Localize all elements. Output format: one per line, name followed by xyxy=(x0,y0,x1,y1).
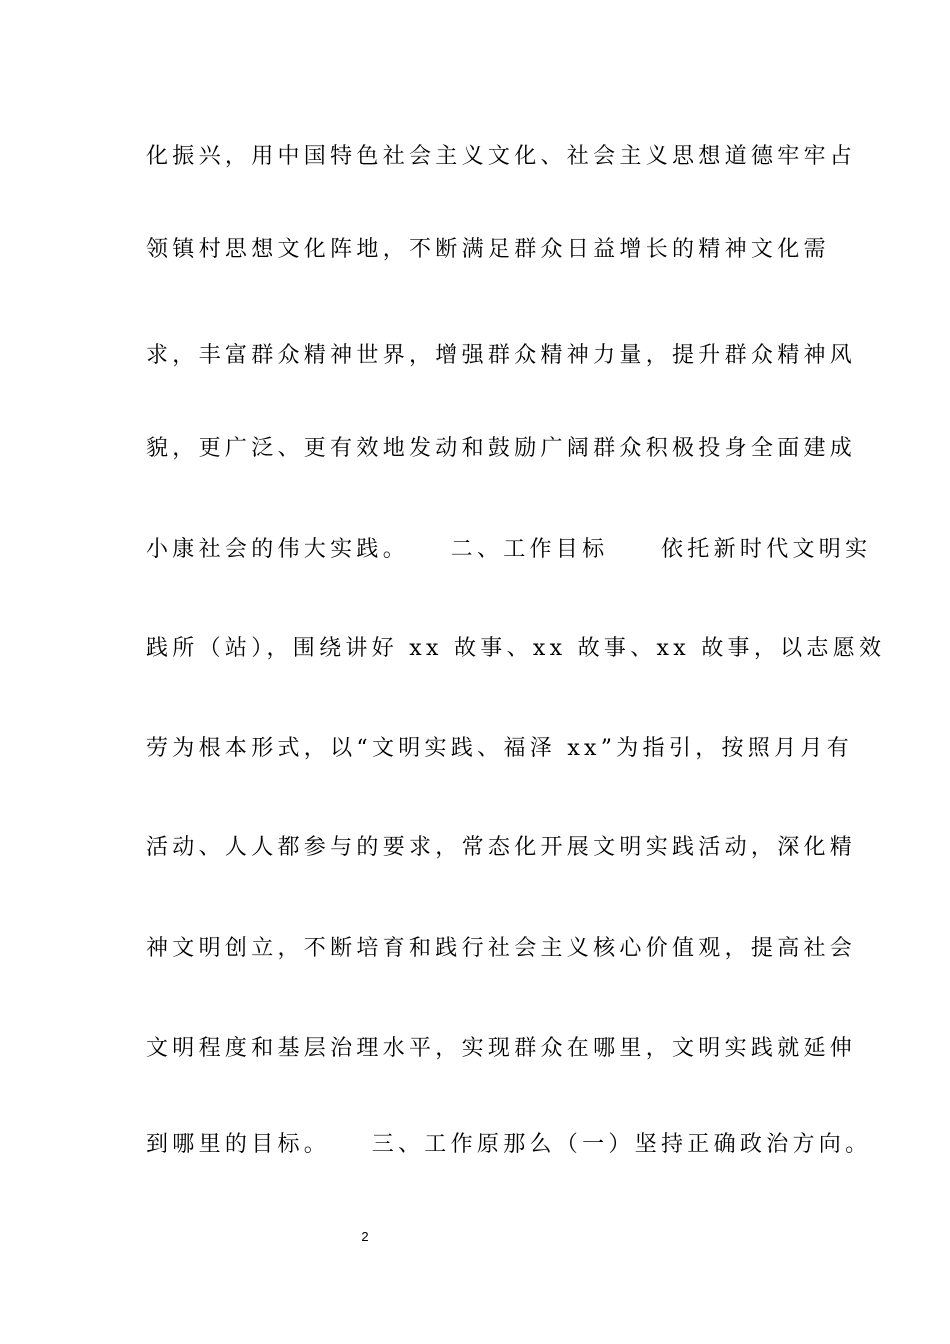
body-text-line: 领镇村思想文化阵地，不断满足群众日益增长的精神文化需 xyxy=(146,237,830,262)
body-text-line: 小康社会的伟大实践。 二、工作目标 依托新时代文明实 xyxy=(146,537,872,562)
body-text-line: 到哪里的目标。 三、工作原那么（一）坚持正确政治方向。 xyxy=(146,1132,872,1157)
body-text-line: 文明程度和基层治理水平，实现群众在哪里，文明实践就延伸 xyxy=(146,1036,857,1061)
body-text-line: 劳为根本形式，以“文明实践、福泽 xx”为指引，按照月月有 xyxy=(146,736,854,761)
body-text-line: 活动、人人都参与的要求，常态化开展文明实践活动，深化精 xyxy=(146,835,857,860)
body-text-line: 求，丰富群众精神世界，增强群众精神力量，提升群众精神风 xyxy=(146,343,857,368)
body-text-line: 践所（站），围绕讲好 xx 故事、xx 故事、xx 故事，以志愿效 xyxy=(146,636,886,661)
body-text-line: 化振兴，用中国特色社会主义文化、社会主义思想道德牢牢占 xyxy=(146,144,857,169)
body-text-line: 神文明创立，不断培育和践行社会主义核心价值观，提高社会 xyxy=(146,936,857,961)
body-text-line: 貌，更广泛、更有效地发动和鼓励广阔群众积极投身全面建成 xyxy=(146,436,857,461)
page-number: 2 xyxy=(361,1229,369,1244)
